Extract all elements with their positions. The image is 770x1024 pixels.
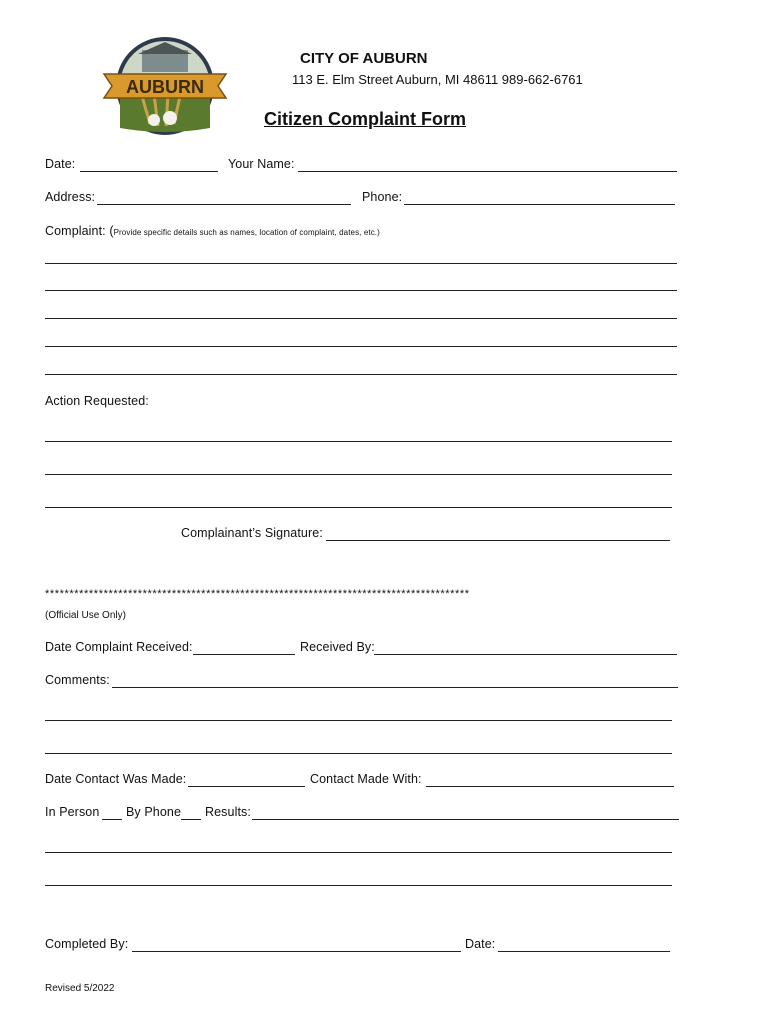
comments-field[interactable]	[112, 687, 678, 688]
date-field[interactable]	[80, 171, 218, 172]
phone-field[interactable]	[404, 204, 675, 205]
in-person-label: In Person	[45, 805, 100, 819]
complaint-line-1[interactable]	[45, 263, 677, 264]
contact-with-label: Contact Made With:	[310, 772, 422, 786]
comments-label: Comments:	[45, 673, 110, 687]
comments-line-2[interactable]	[45, 720, 672, 721]
logo-text: AUBURN	[126, 77, 204, 97]
by-phone-field[interactable]	[181, 819, 201, 820]
complaint-label	[45, 224, 380, 238]
action-requested-label: Action Requested:	[45, 394, 149, 408]
received-by-field[interactable]	[374, 654, 677, 655]
complaint-line-3[interactable]	[45, 318, 677, 319]
comments-line-3[interactable]	[45, 753, 672, 754]
org-address: 113 E. Elm Street Auburn, MI 48611 989-662-6761	[292, 72, 583, 87]
date-contact-field[interactable]	[188, 786, 305, 787]
completed-by-label: Completed By:	[45, 937, 129, 951]
complaint-line-2[interactable]	[45, 290, 677, 291]
completed-date-label: Date:	[465, 937, 496, 951]
complaint-label-text: Complaint: (	[45, 224, 114, 238]
signature-field[interactable]	[326, 540, 670, 541]
address-field[interactable]	[97, 204, 351, 205]
complaint-hint: Provide specific details such as names, location of complaint, dates, etc.)	[113, 228, 380, 237]
your-name-label: Your Name:	[228, 157, 295, 171]
received-by-label: Received By:	[300, 640, 375, 654]
your-name-field[interactable]	[298, 171, 677, 172]
date-label: Date:	[45, 157, 76, 171]
action-line-2[interactable]	[45, 474, 672, 475]
form-title: Citizen Complaint Form	[264, 109, 466, 129]
results-field[interactable]	[252, 819, 679, 820]
org-name: CITY OF AUBURN	[300, 50, 428, 67]
action-line-3[interactable]	[45, 507, 672, 508]
action-line-1[interactable]	[45, 441, 672, 442]
results-label: Results:	[205, 805, 251, 819]
completed-date-field[interactable]	[498, 951, 670, 952]
date-received-field[interactable]	[193, 654, 295, 655]
phone-label: Phone:	[362, 190, 403, 204]
complaint-line-5[interactable]	[45, 374, 677, 375]
by-phone-label: By Phone	[126, 805, 182, 819]
results-line-2[interactable]	[45, 852, 672, 853]
address-label: Address:	[45, 190, 96, 204]
city-logo	[102, 36, 228, 136]
date-contact-label: Date Contact Was Made:	[45, 772, 187, 786]
signature-label: Complainant’s Signature:	[181, 526, 323, 540]
completed-by-field[interactable]	[132, 951, 461, 952]
results-line-3[interactable]	[45, 885, 672, 886]
contact-with-field[interactable]	[426, 786, 674, 787]
in-person-field[interactable]	[102, 819, 122, 820]
complaint-line-4[interactable]	[45, 346, 677, 347]
date-received-label: Date Complaint Received:	[45, 640, 193, 654]
separator: ***************************************************************************************	[45, 588, 470, 600]
revised-note: Revised 5/2022	[45, 983, 115, 994]
official-use-note: (Official Use Only)	[45, 610, 126, 621]
